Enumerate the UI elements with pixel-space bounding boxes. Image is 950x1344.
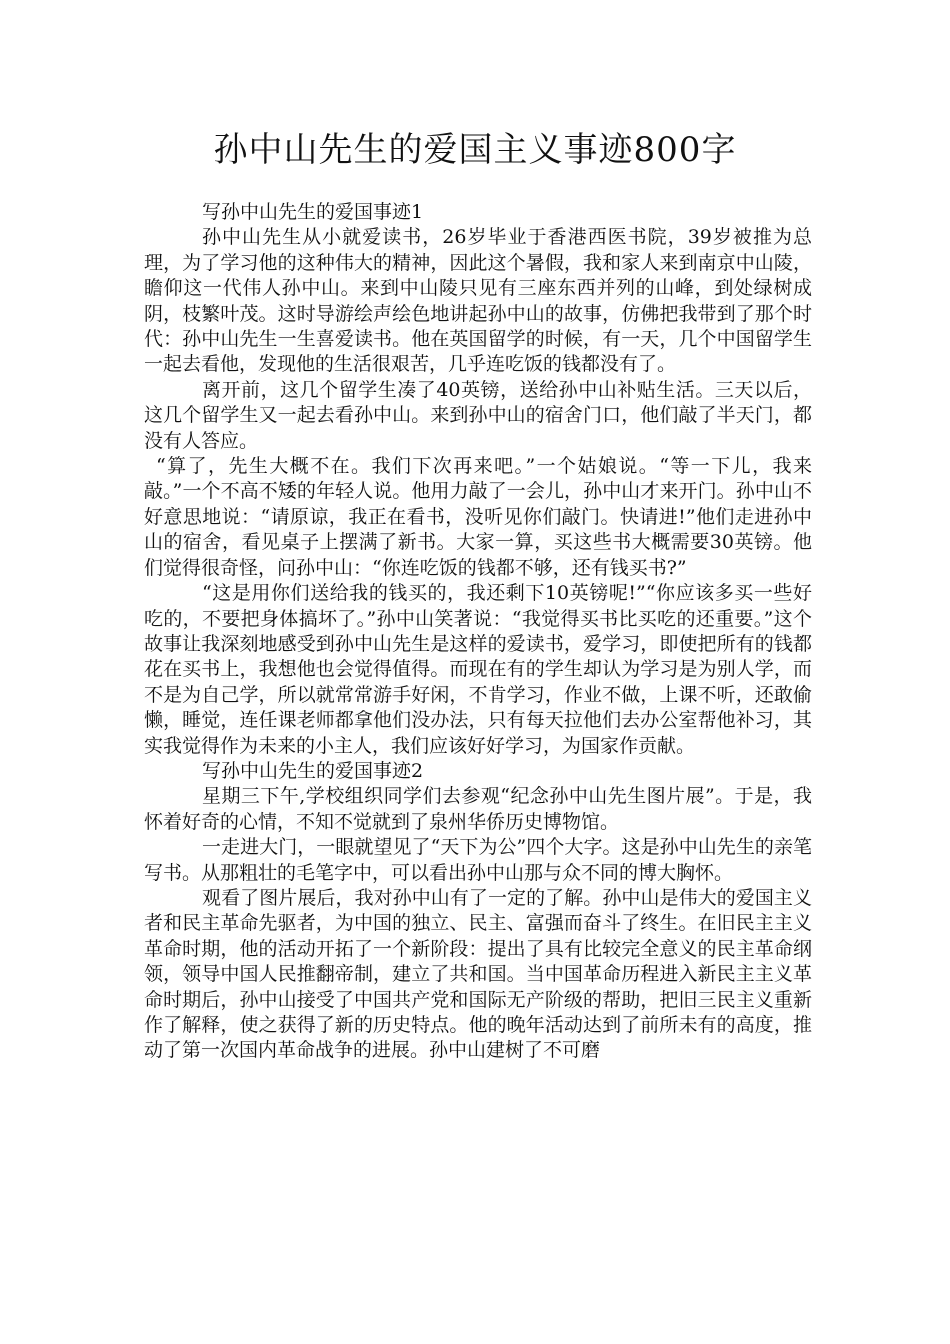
- paragraph: “这是用你们送给我的钱买的，我还剩下10英镑呢!”“你应该多买一些好吃的，不要把身体搞坏了。”孙中山笑著说：“我觉得买书比买吃的还重要。”这个故事让我深刻地感受到孙中山先生是这样的爱读书，爱学习，即使把所有的钱都花在买书上，我想他也会觉得值得。而现在有的学生却认为学习是为别人学，而不是为自己学，所以就常常游手好闲，不肯学习，作业不做，上课不听，还敢偷懒，睡觉，连任课老师都拿他们没办法，只有每天拉他们去办公室帮他补习，其实我觉得作为未来的小主人，我们应该好好学习，为国家作贡献。: [144, 582, 812, 757]
- page-title: 孙中山先生的爱国主义事迹800字: [213, 130, 737, 170]
- paragraph: 离开前，这几个留学生凑了40英镑，送给孙中山补贴生活。三天以后，这几个留学生又一起去看孙中山。来到孙中山的宿舍门口，他们敲了半天门，都没有人答应。: [144, 378, 812, 452]
- paragraph: 星期三下午,学校组织同学们去参观“纪念孙中山先生图片展”。于是，我怀着好奇的心情，不知不觉就到了泉州华侨历史博物馆。: [144, 785, 812, 833]
- paragraph: 一走进大门，一眼就望见了“天下为公”四个大字。这是孙中山先生的亲笔写书。从那粗壮的毛笔字中，可以看出孙中山那与众不同的博大胸怀。: [144, 836, 812, 884]
- paragraph: 孙中山先生从小就爱读书，26岁毕业于香港西医书院，39岁被推为总理，为了学习他的这种伟大的精神，因此这个暑假，我和家人来到南京中山陵，瞻仰这一代伟人孙中山。来到中山陵只见有三座东西并列的山峰，到处绿树成阴，枝繁叶茂。这时导游绘声绘色地讲起孙中山的故事，仿佛把我带到了那个时代：孙中山先生一生喜爱读书。他在英国留学的时候，有一天，几个中国留学生一起去看他，发现他的生活很艰苦，几乎连吃饭的钱都没有了。: [144, 226, 812, 376]
- paragraph: 观看了图片展后，我对孙中山有了一定的了解。孙中山是伟大的爱国主义者和民主革命先驱者，为中国的独立、民主、富强而奋斗了终生。在旧民主主义革命时期，他的活动开拓了一个新阶段：提出了具有比较完全意义的民主革命纲领，领导中国人民推翻帝制，建立了共和国。当中国革命历程进入新民主主义革命时期后，孙中山接受了中国共产党和国际无产阶级的帮助，把旧三民主义重新作了解释，使之获得了新的历史特点。他的晚年活动达到了前所未有的高度，推动了第一次国内革命战争的进展。孙中山建树了不可磨: [144, 886, 812, 1062]
- section-heading-1: 写孙中山先生的爱国事迹1: [202, 201, 424, 223]
- paragraph: “算了，先生大概不在。我们下次再来吧。”一个姑娘说。“等一下儿，我来敲。”一个不高不矮的年轻人说。他用力敲了一会儿，孙中山才来开门。孙中山不好意思地说：“请原谅，我正在看书，没听见你们敲门。快请进!”他们走进孙中山的宿舍，看见桌子上摆满了新书。大家一算，买这些书大概需要30英镑。他们觉得很奇怪，问孙中山：“你连吃饭的钱都不够，还有钱买书?”: [144, 455, 812, 579]
- section-heading-2: 写孙中山先生的爱国事迹2: [202, 759, 424, 782]
- article-body: [144, 200, 812, 1064]
